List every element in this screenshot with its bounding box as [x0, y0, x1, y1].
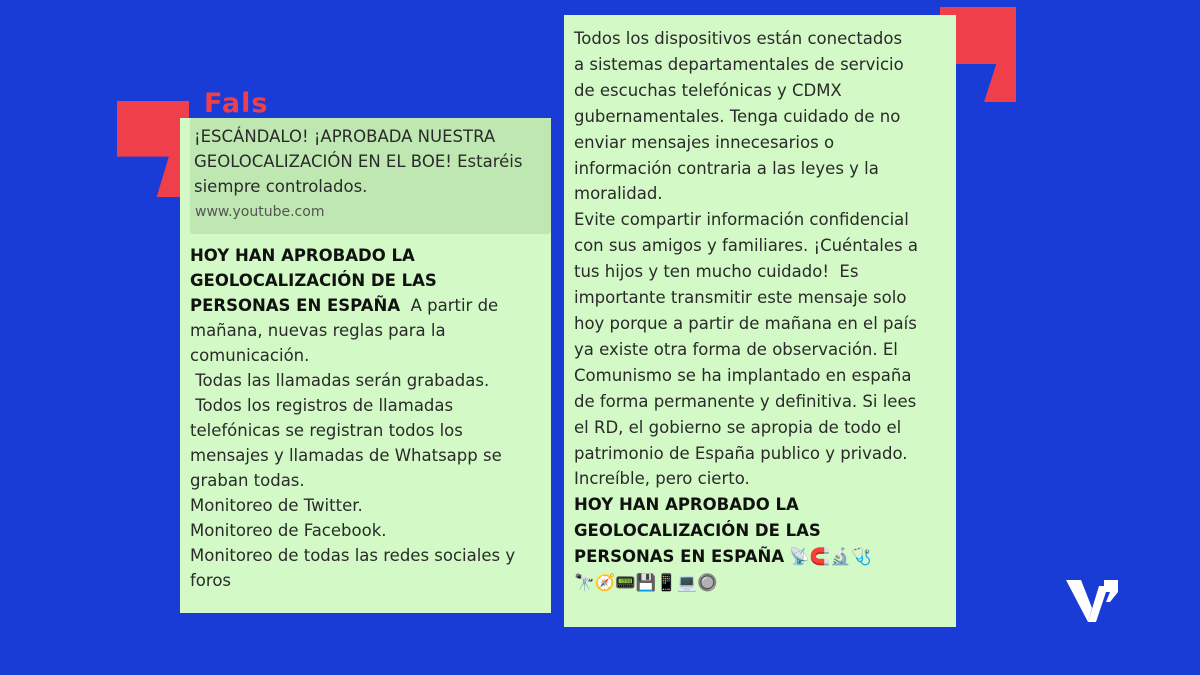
- body-line: ya existe otra forma de observación. El: [574, 339, 898, 359]
- link-preview-title: [194, 124, 544, 199]
- heading-line: GEOLOCALIZACIÓN DE LAS: [574, 521, 821, 541]
- body-line: importante transmitir este mensaje solo: [574, 288, 907, 308]
- preview-title-line: ¡ESCÁNDALO! ¡APROBADA NUESTRA: [194, 127, 496, 146]
- body-line: Monitoreo de Facebook.: [190, 521, 387, 540]
- body-line: A partir de: [400, 296, 499, 315]
- body-line: gubernamentales. Tenga cuidado de no: [574, 106, 901, 126]
- body-line: Todos los registros de llamadas: [190, 396, 454, 415]
- fake-label: Fals: [204, 88, 269, 119]
- body-line: telefónicas se registran todos los: [190, 421, 463, 440]
- quote-icon: [117, 101, 189, 197]
- body-line: el RD, el gobierno se apropia de todo el: [574, 417, 902, 437]
- brand-logo-icon: [1066, 578, 1118, 624]
- body-line: Comunismo se ha implantado en españa: [574, 365, 912, 385]
- body-line: patrimonio de España publico y privado.: [574, 443, 908, 463]
- preview-title-line: siempre controlados.: [194, 177, 368, 196]
- body-line: de forma permanente y definitiva. Si lees: [574, 391, 917, 411]
- heading-line: HOY HAN APROBADO LA: [574, 495, 799, 515]
- body-line: Monitoreo de todas las redes sociales y: [190, 546, 516, 565]
- link-preview-url[interactable]: www.youtube.com: [195, 204, 325, 220]
- body-line: graban todas.: [190, 471, 305, 490]
- emoji-row: 🔭🧭📟💾📱💻🔘: [574, 573, 718, 593]
- body-line: foros: [190, 571, 232, 590]
- body-line: tus hijos y ten mucho cuidado! Es: [574, 262, 859, 282]
- heading-line: GEOLOCALIZACIÓN DE LAS: [190, 271, 437, 290]
- body-line: mensajes y llamadas de Whatsapp se: [190, 446, 502, 465]
- body-line: Todos los dispositivos están conectados: [574, 29, 903, 48]
- emoji-row: 📡🧲🔬🩺: [789, 547, 872, 567]
- left-message-text: [190, 243, 545, 593]
- right-message-text: [574, 26, 952, 596]
- heading-line: HOY HAN APROBADO LA: [190, 246, 415, 265]
- body-line: comunicación.: [190, 346, 310, 365]
- body-line: Evite compartir información confidencial: [574, 210, 909, 230]
- heading-line: PERSONAS EN ESPAÑA: [574, 547, 785, 567]
- body-line: Monitoreo de Twitter.: [190, 496, 363, 515]
- body-line: Todas las llamadas serán grabadas.: [190, 371, 490, 390]
- body-line: con sus amigos y familiares. ¡Cuéntales a: [574, 236, 918, 256]
- body-line: de escuchas telefónicas y CDMX: [574, 80, 842, 100]
- body-line: Increíble, pero cierto.: [574, 469, 750, 489]
- heading-line: PERSONAS EN ESPAÑA: [190, 296, 401, 315]
- body-line: enviar mensajes innecesarios o: [574, 132, 835, 152]
- body-line: mañana, nuevas reglas para la: [190, 321, 446, 340]
- preview-title-line: GEOLOCALIZACIÓN EN EL BOE! Estaréis: [194, 152, 523, 171]
- body-line: moralidad.: [574, 184, 663, 204]
- body-line: a sistemas departamentales de servicio: [574, 54, 904, 74]
- body-line: información contraria a las leyes y la: [574, 158, 879, 178]
- body-line: hoy porque a partir de mañana en el país: [574, 313, 917, 333]
